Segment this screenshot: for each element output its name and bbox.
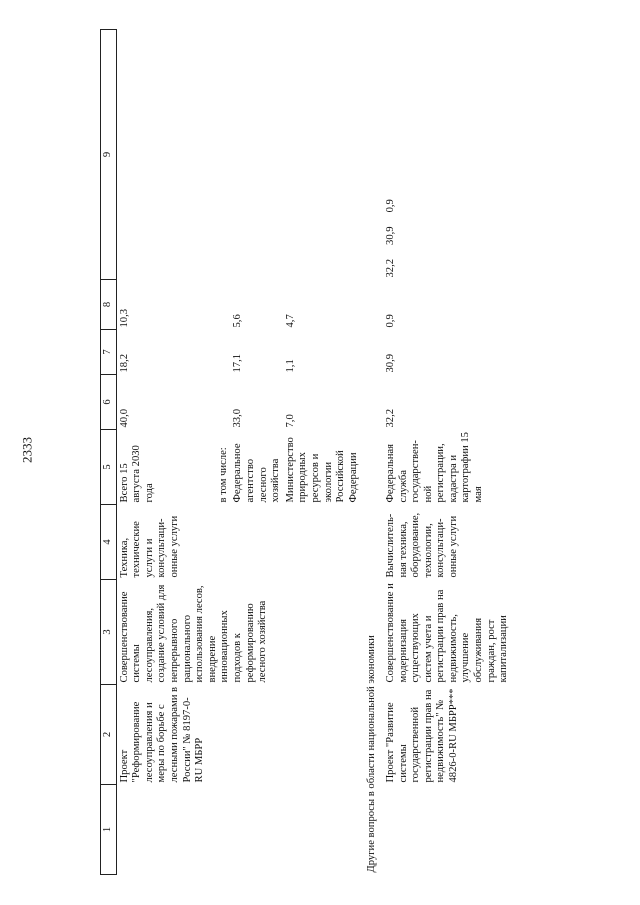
value-cell: 18,2 — [118, 353, 130, 373]
column-header: 2 — [101, 685, 117, 785]
column-header: 1 — [101, 785, 117, 875]
row-label: Федеральная служба государствен-ной регистрации, кадастра и картографии 15 мая — [384, 432, 485, 503]
column-header: 3 — [101, 580, 117, 685]
value-cell: 40,0 — [118, 408, 130, 428]
column-header: 4 — [101, 505, 117, 580]
column-header-row — [101, 30, 117, 875]
project-goal: Совершенствование и модернизация существующих систем учета и регистрации прав на недвижимость, улучшение обслуживания граждан, рост капитализации — [384, 583, 510, 683]
financing-table — [100, 29, 511, 875]
column-header: 6 — [101, 375, 117, 430]
value-cell: 10,3 — [118, 308, 130, 328]
project-name: Проект "Реформирование лесоуправления и меры по борьбе с лесными пожарами в России" № 8197-0-RU МБРР — [118, 686, 206, 783]
value-cell: 17,1 — [232, 353, 244, 373]
column-header: 5 — [101, 430, 117, 505]
rotated-table-wrapper — [100, 30, 600, 875]
value-cell: 4,7 — [284, 314, 296, 328]
page-number: 2333 — [19, 437, 35, 463]
value-cell: 0,9 — [384, 199, 396, 213]
column-header: 7 — [101, 330, 117, 375]
value-cell: 30,9 — [384, 226, 396, 245]
table-row — [116, 30, 156, 875]
value-cell: 5,6 — [232, 314, 244, 328]
project-name: Проект "Развитие системы государственной регистрации прав на недвижимость" № 4826-0-RU МБРР*** — [384, 688, 459, 783]
column-header: 8 — [101, 280, 117, 330]
row-label: Всего 15 августа 2030 года — [118, 445, 155, 503]
value-group — [385, 32, 398, 278]
value-cell: 7,0 — [284, 414, 296, 428]
project-category: Техника, технические услуги и консультаци-онные услуги — [118, 515, 180, 578]
value-cell: 32,2 — [384, 258, 396, 278]
project-category: Вычислитель-ная техника, оборудование, технологии, консультаци-онные услуги — [384, 512, 459, 578]
value-cell: 1,1 — [284, 359, 296, 373]
section-title: Другие вопросы в области национальной экономики — [366, 635, 378, 873]
value-cell: 30,9 — [384, 353, 396, 373]
section-row — [360, 30, 383, 875]
value-cell: 0,9 — [384, 314, 396, 328]
table-row — [383, 30, 511, 875]
row-label: Федеральное агентство лесного хозяйства — [232, 443, 282, 503]
value-cell: 32,2 — [384, 408, 396, 428]
column-header: 9 — [101, 30, 117, 280]
value-cell: 33,0 — [232, 408, 244, 428]
project-goal: Совершенствование системы лесоуправления, создание условий для непрерывного рационального использования лесов, внедрение инновационных подходов к реформированию лесного хозяйства — [118, 584, 269, 683]
row-label: в том числе: — [217, 447, 229, 503]
row-label: Министерство природных ресурсов и экологии Российской Федерации — [284, 437, 359, 503]
